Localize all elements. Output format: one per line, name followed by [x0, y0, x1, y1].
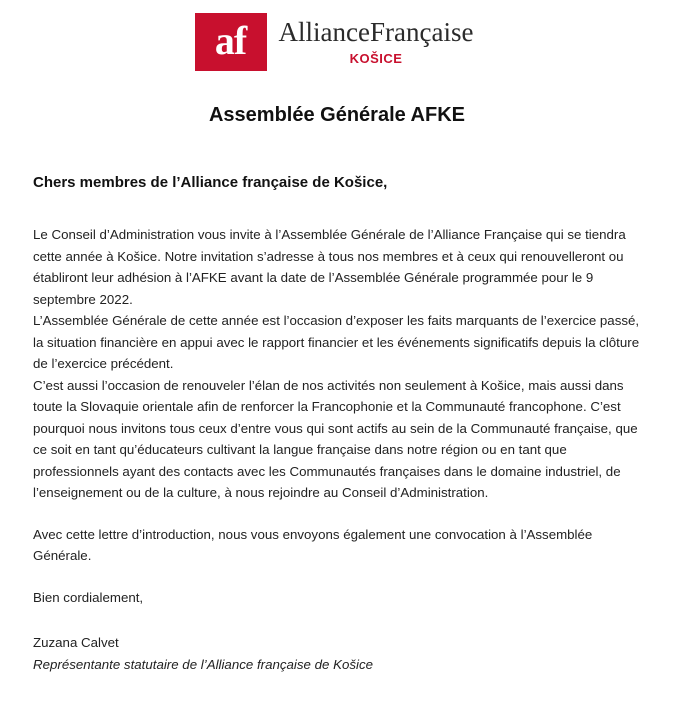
- logo-name: [279, 18, 474, 46]
- af-monogram-icon: [195, 13, 267, 71]
- paragraph-3: C’est aussi l’occasion de renouveler l’élan de nos activités non seulement à Košice, mais aussi dans toute la Slovaquie orientale afin de renforcer la Francophonie et la Communauté francophone. C’est pourquoi nous invitons tous ceux d’entre vous qui sont actifs au sein de la Communauté française, que ce soit en tant qu’éducateurs cultivant la langue française dans notre région ou en tant que professionnels ayant des contacts avec les Communautés françaises dans le domaine industriel, de l’enseignement ou de la culture, à nous rejoindre au Conseil d’Administration.: [33, 377, 638, 500]
- logo-city: KOŠICE: [349, 50, 403, 66]
- signature-name: Zuzana Calvet: [33, 635, 119, 650]
- paragraph-2: L’Assemblée Générale de cette année est l’occasion d’exposer les faits marquants de l’exercice passé, la situation financière en appui avec le rapport financier et les événements significatifs depuis la clôture de l’exercice précédent.: [33, 313, 640, 371]
- salutation: Chers membres de l’Alliance française de Košice,: [33, 174, 388, 191]
- logo-name-part2: Française: [370, 17, 474, 48]
- alliance-francaise-logo: [195, 13, 480, 71]
- af-monogram-text: af: [214, 18, 247, 63]
- closing-paragraph: Avec cette lettre d’introduction, nous vous envoyons également une convocation à l’Assemblée Générale.: [33, 526, 593, 563]
- logo-container: [0, 0, 674, 71]
- signature-role: Représentante statutaire de l’Alliance française de Košice: [33, 657, 374, 672]
- paragraph-1: Le Conseil d’Administration vous invite à l’Assemblée Générale de l’Alliance Française qui se tiendra cette année à Košice. Notre invitation s’adresse à tous nos membres et à ceux qui renouvelleront ou établiront leur adhésion à l’AFKE avant la date de l’Assemblée Générale programmée pour le 9 septembre 2022.: [33, 227, 626, 307]
- letter-body: [33, 224, 641, 608]
- page-title: Assemblée Générale AFKE: [208, 104, 466, 126]
- logo-text-block: [267, 13, 480, 71]
- regards-line: Bien cordialement,: [33, 589, 144, 605]
- logo-name-part1: Alliance: [278, 17, 370, 48]
